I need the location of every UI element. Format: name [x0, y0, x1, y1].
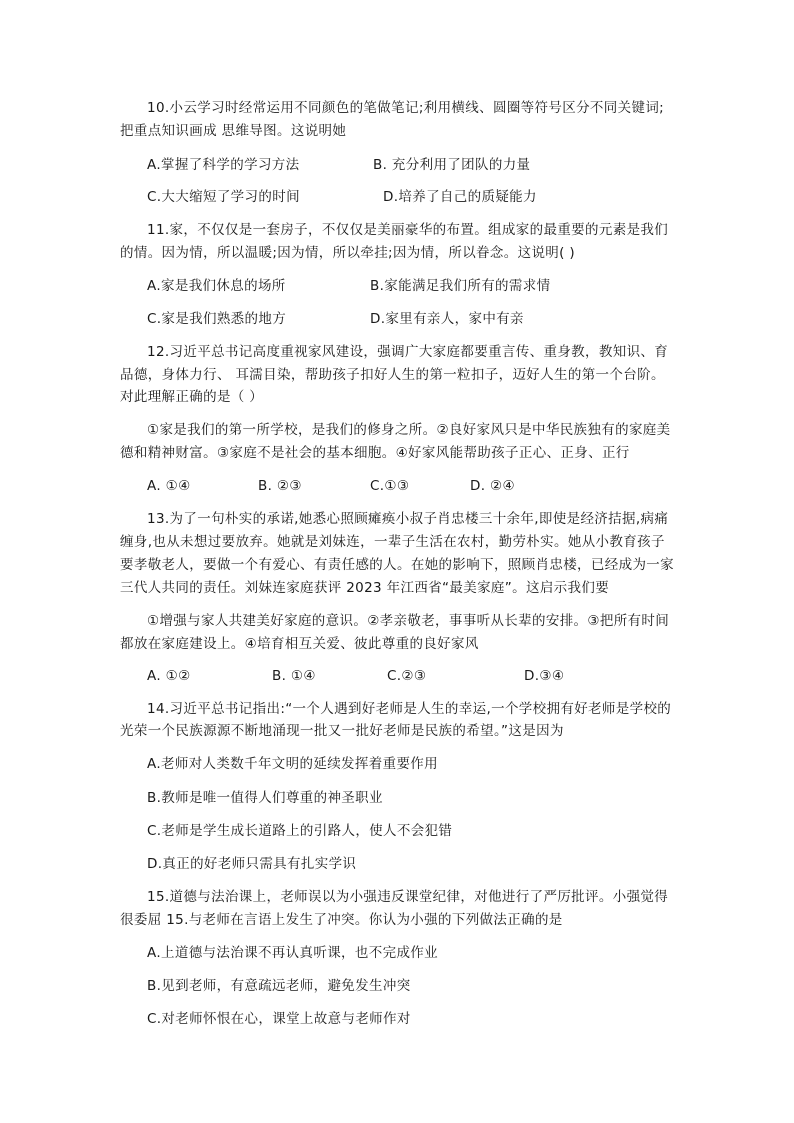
q14-option-c: C.老师是学生成长道路上的引路人，使人不会犯错	[147, 823, 453, 839]
q12-statement-line-1: ①家是我们的第一所学校，是我们的修身之所。②良好家风只是中华民族独有的家庭美	[147, 422, 671, 438]
q13-stem-line-4: 三代人共同的责任。刘妹连家庭获评 2023 年江西省“最美家庭”。这启示我们要	[120, 580, 610, 596]
q13-stem-line-3: 要孝敬老人，要做一个有爱心、有责任感的人。在她的影响下，照顾肖忠楼，已经成为一家	[120, 557, 674, 573]
q11-stem-line-1: 11.家，不仅仅是一套房子，不仅仅是美丽豪华的布置。组成家的最重要的元素是我们	[147, 222, 669, 238]
q11-option-d: D.家里有亲人，家中有亲	[370, 311, 524, 327]
q12-stem-line-1: 12.习近平总书记高度重视家风建设，强调广大家庭都要重言传、重身教，教知识、育	[147, 344, 669, 360]
q10-stem-line-1: 10.小云学习时经常运用不同颜色的笔做笔记;利用横线、圆圈等符号区分不同关键词;	[147, 100, 665, 116]
q11-option-b: B.家能满足我们所有的需求情	[370, 278, 551, 294]
q12-stem-line-2: 品德，身体力行、 耳濡目染，帮助孩子扣好人生的第一粒扣子，迈好人生的第一个台阶。	[120, 367, 665, 383]
q11-option-c: C.家是我们熟悉的地方	[147, 311, 287, 327]
q10-option-c: C.大大缩短了学习的时间	[147, 189, 300, 205]
q10-option-b: B. 充分利用了团队的力量	[373, 157, 531, 173]
q12-option-d: D. ②④	[470, 478, 515, 494]
q11-stem-line-2: 的情。因为情，所以温暖;因为情，所以牵挂;因为情，所以眷念。这说明( )	[120, 245, 576, 261]
q10-option-a: A.掌握了科学的学习方法	[147, 157, 300, 173]
q13-option-c: C.②③	[387, 668, 427, 684]
q14-option-b: B.教师是唯一值得人们尊重的神圣职业	[147, 790, 383, 806]
q15-option-c: C.对老师怀恨在心，课堂上故意与老师作对	[147, 1011, 411, 1027]
q15-stem-line-1: 15.道德与法治课上，老师误以为小强违反课堂纪律，对他进行了严厉批评。小强觉得	[147, 889, 669, 905]
q13-option-a: A. ①②	[147, 668, 191, 684]
q14-stem-line-1: 14.习近平总书记指出:“一个人遇到好老师是人生的幸运,一个学校拥有好老师是学校的	[147, 701, 672, 717]
q13-stem-line-2: 缠身,也从未想过要放弃。她就是刘妹连，一辈子生活在农村，勤劳朴实。她从小教育孩子	[120, 534, 665, 550]
q15-option-a: A.上道德与法治课不再认真听课，也不完成作业	[147, 945, 438, 961]
q13-statement-line-2: 都放在家庭建设上。④培育相互关爱、彼此尊重的良好家风	[120, 636, 479, 652]
q10-stem-line-2: 把重点知识画成 思维导图。这说明她	[120, 123, 347, 139]
q12-option-a: A. ①④	[147, 478, 191, 494]
q14-option-d: D.真正的好老师只需具有扎实学识	[147, 856, 357, 872]
q12-option-b: B. ②③	[258, 478, 302, 494]
q12-option-c: C.①③	[370, 478, 410, 494]
q15-option-b: B.见到老师，有意疏远老师，避免发生冲突	[147, 978, 411, 994]
q13-option-d: D.③④	[524, 668, 565, 684]
q13-option-b: B. ①④	[272, 668, 316, 684]
q15-stem-line-2: 很委屈 15.与老师在言语上发生了冲突。你认为小强的下列做法正确的是	[120, 912, 563, 928]
q14-option-a: A.老师对人类数千年文明的延续发挥着重要作用	[147, 756, 438, 772]
q13-statement-line-1: ①增强与家人共建美好家庭的意识。②孝亲敬老，事事听从长辈的安排。③把所有时间	[147, 613, 670, 629]
q12-statement-line-2: 德和精神财富。③家庭不是社会的基本细胞。④好家风能帮助孩子正心、正身、正行	[120, 445, 630, 461]
q11-option-a: A.家是我们休息的场所	[147, 278, 286, 294]
q12-stem-line-3: 对此理解正确的是（ ）	[120, 389, 264, 405]
q10-option-d: D.培养了自己的质疑能力	[383, 189, 537, 205]
q13-stem-line-1: 13.为了一句朴实的承诺,她悉心照顾瘫痪小叔子肖忠楼三十余年,即使是经济拮据,病痛	[147, 511, 669, 527]
q14-stem-line-2: 光荣一个民族源源不断地涌现一批又一批好老师是民族的希望。”这是因为	[120, 723, 564, 739]
